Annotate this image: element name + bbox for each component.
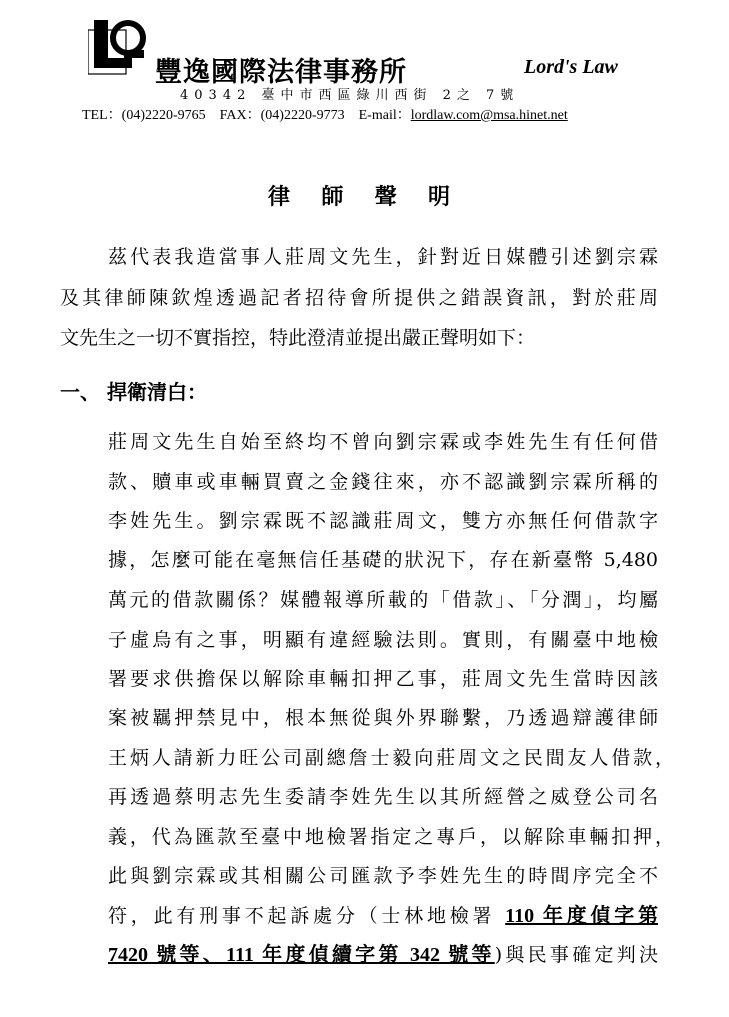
firm-name: 豐逸國際法律事務所 [155,57,407,88]
contact-line [82,104,568,124]
firm-address: 40342 臺中市西區綠川西街 2之 7號 [180,88,520,103]
intro-line: 及其律師陳欽煌透過記者招待會所提供之錯誤資訊，對於莊周 [60,287,658,309]
body-line: 此與劉宗霖或其相關公司匯款予李姓先生的時間序完全不 [108,865,658,887]
email-link[interactable]: lordlaw.com@msa.hinet.net [410,108,568,123]
body-text: )與民事確定判決 [494,944,658,966]
body-line: 款、贖車或車輛買賣之金錢往來，亦不認識劉宗霖所稱的 [108,471,658,493]
fax: FAX：(04)2220-9773 [219,108,345,123]
body-text: 符，此有刑事不起訴處分（士林地檢署 [108,905,506,927]
body-line: 李姓先生。劉宗霖既不認識莊周文，雙方亦無任何借款字 [108,510,658,532]
document-title: 律師聲明 [268,184,450,210]
intro-line: 文先生之一切不實指控，特此澄清並提出嚴正聲明如下： [60,327,536,349]
section-heading: 一、 捍衛清白： [60,380,207,404]
body-line: 署要求供擔保以解除車輛扣押乙事，莊周文先生當時因該 [108,668,658,690]
body-line: 子虛烏有之事，明顯有違經驗法則。實則，有關臺中地檢 [108,629,658,651]
email-label: E-mail： [358,108,411,123]
body-line: 義，代為匯款至臺中地檢署指定之專戶，以解除車輛扣押， [108,826,674,848]
body-line [108,943,658,967]
tel: TEL：(04)2220-9765 [82,108,206,123]
body-line: 莊周文先生自始至終均不曾向劉宗霖或李姓先生有任何借 [108,431,658,453]
case-number-bold: 7420 號等、111 年度偵續字第 342 號等 [108,944,495,966]
intro-line: 茲代表我造當事人莊周文先生，針對近日媒體引述劉宗霖 [108,246,658,268]
case-number-bold: 110 年度偵字第 [505,905,658,927]
firm-logo [88,18,148,76]
body-line: 萬元的借款關係？媒體報導所載的「借款」、「分潤」，均屬 [108,589,658,611]
body-line: 再透過蔡明志先生委請李姓先生以其所經營之威登公司名 [108,786,658,808]
body-line: 王炳人請新力旺公司副總詹士毅向莊周文之民間友人借款， [108,747,674,769]
firm-name-en: Lord's Law [524,56,618,78]
body-line: 案被羈押禁見中，根本無從與外界聯繫，乃透過辯護律師 [108,707,658,729]
body-line: 據，怎麼可能在毫無信任基礎的狀況下，存在新臺幣 5,480 [108,549,658,571]
body-line [108,904,658,928]
